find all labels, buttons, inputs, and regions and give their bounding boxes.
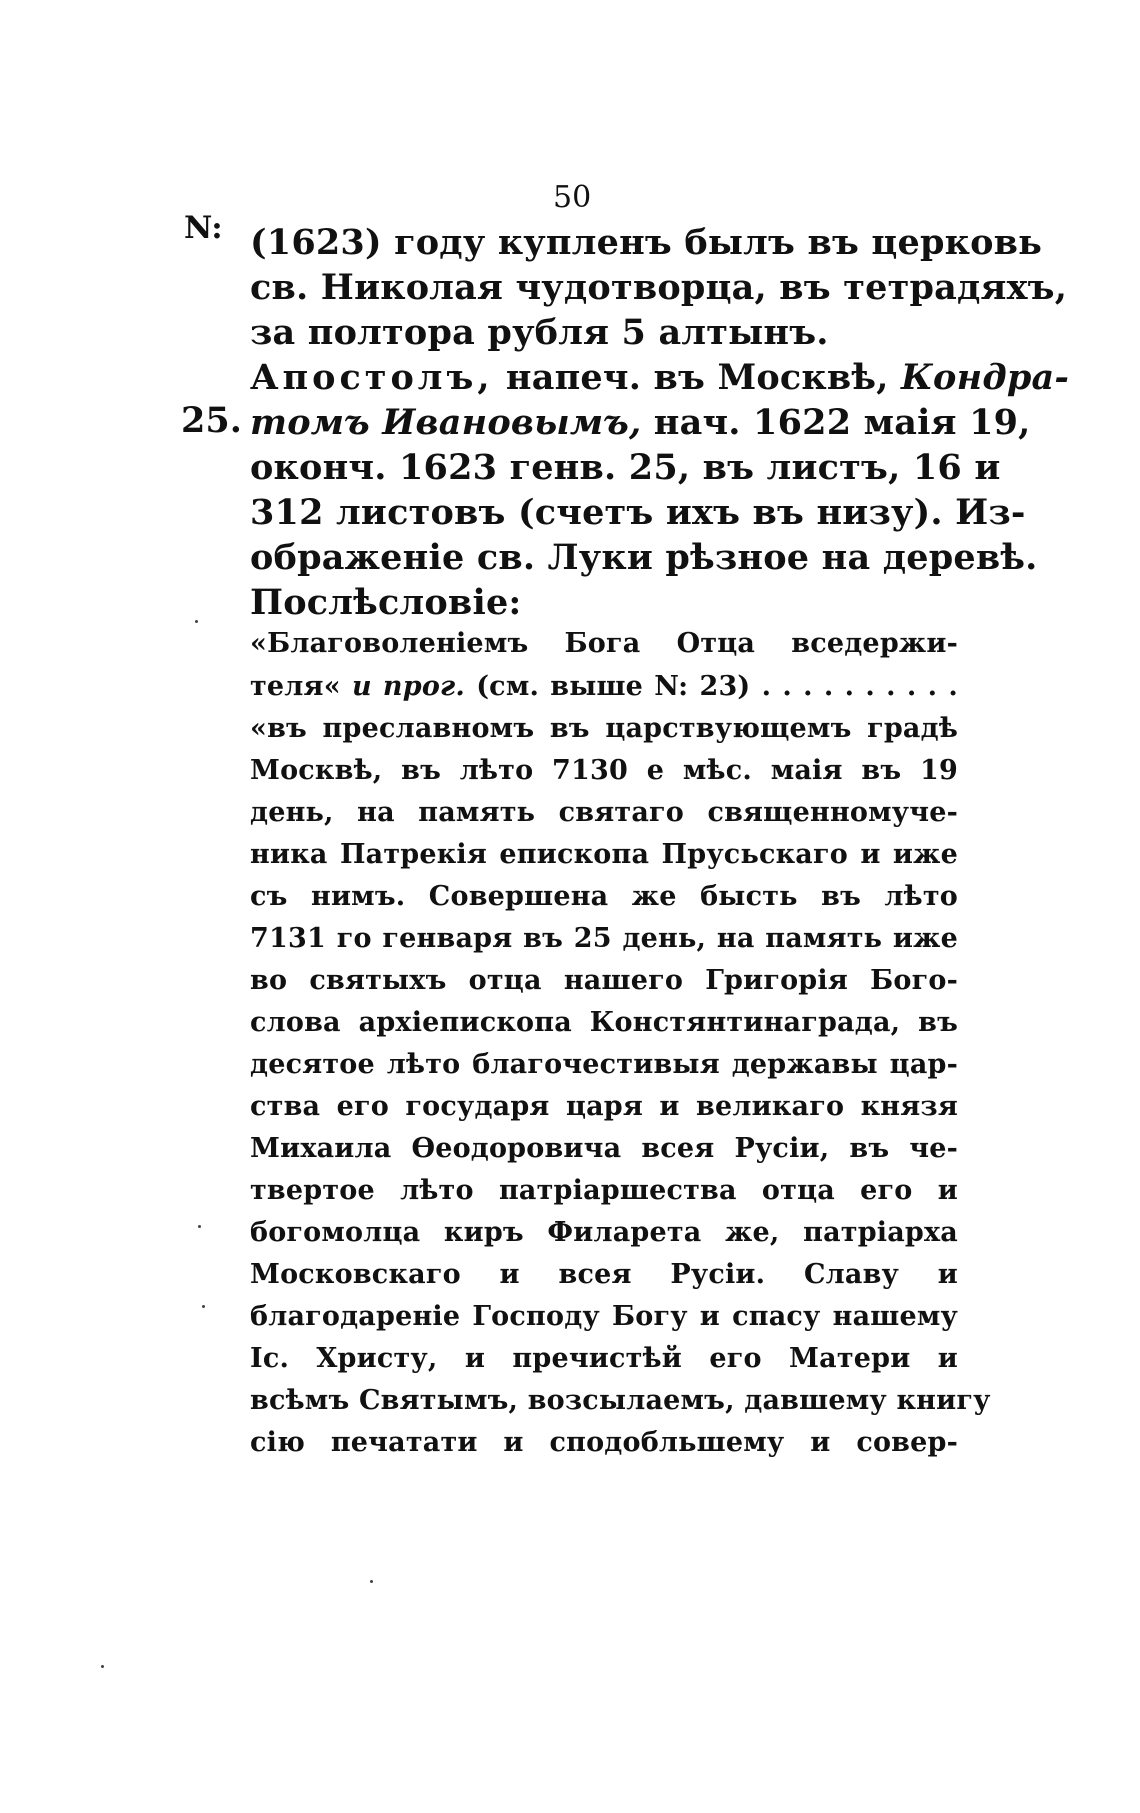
quote-line-20: сію печатати и сподобльшему и совер- [250,1427,958,1458]
print-note: напеч. въ Москвѣ, [493,357,902,398]
quote-abbreviation: и прог. [340,671,466,702]
quote-line-1: «Благоволеніемъ Бога Отца вседержи- [250,628,958,659]
scan-speck [370,1580,373,1583]
quote-line-6: ника Патрекія епископа Прусьскаго и иже [250,839,958,870]
start-date: нач. 1622 маія 19, [641,402,1031,443]
quote-line-17: благодареніе Господу Богу и спасу нашему [250,1301,958,1332]
quote-line-5: день, на память святаго священномуче- [250,797,958,828]
scan-speck [198,1225,201,1228]
quote-line-8: 7131 го генваря въ 25 день, на память иже [250,923,958,954]
entry-text-line-7: 312 листовъ (счетъ ихъ въ низу). Из- [250,492,1026,533]
entry-number: 25. [181,400,242,441]
quote-line-14: твертое лѣто патріаршества отца его и [250,1175,958,1206]
quote-line-4: Москвѣ, въ лѣто 7130 е мѣс. маія въ 19 [250,755,958,786]
quote-line-11: десятое лѣто благочестивыя державы цар- [250,1049,958,1080]
quote-line-16: Московскаго и всея Русіи. Славу и [250,1259,958,1290]
quote-line-13: Михаила Ѳеодоровича всея Русіи, въ че- [250,1133,958,1164]
quote-line-15: богомолца киръ Филарета же, патріарха [250,1217,958,1248]
cross-reference: (см. выше N: 23) . . . . . . . . . . [465,671,959,702]
entry-text-line-5 [250,402,1031,443]
entry-text-line-8: ображеніе св. Луки рѣзное на деревѣ. [250,537,1038,578]
number-mark: N: [184,210,223,246]
entry-title-line [250,357,1070,398]
quote-line-12: ства его государя царя и великаго князя [250,1091,958,1122]
quote-line-19: всѣмъ Святымъ, возсылаемъ, давшему книгу [250,1385,991,1416]
scan-speck [195,620,198,623]
entry-text-line-3: за полтора рубля 5 алтынъ. [250,312,829,353]
entry-text-line-2: св. Николая чудотворца, въ тетрадяхъ, [250,267,1068,308]
quote-line-18: Іс. Христу, и пречистѣй его Матери и [250,1343,958,1374]
quote-line-10: слова архіепископа Констянтинаграда, въ [250,1007,958,1038]
quote-line-7: съ нимъ. Совершена же бысть въ лѣто [250,881,958,912]
entry-text-line-1: (1623) году купленъ былъ въ церковь [250,222,1043,263]
scan-speck [101,1665,104,1668]
quote-continuation: теля« [250,671,341,702]
entry-text-line-6: оконч. 1623 генв. 25, въ листъ, 16 и [250,447,1001,488]
quote-line-2 [250,671,958,702]
quote-line-9: во святыхъ отца нашего Григорія Бого- [250,965,958,996]
printer-name-start: Кондра- [901,357,1070,398]
page-number: 50 [553,180,592,215]
book-title: Апостолъ, [250,357,494,398]
afterword-heading: Послѣсловіе: [250,582,522,623]
scan-speck [202,1305,205,1308]
quote-line-3: «въ преславномъ въ царствующемъ градѣ [250,713,958,744]
printer-name-end: томъ Ивановымъ, [250,402,642,443]
